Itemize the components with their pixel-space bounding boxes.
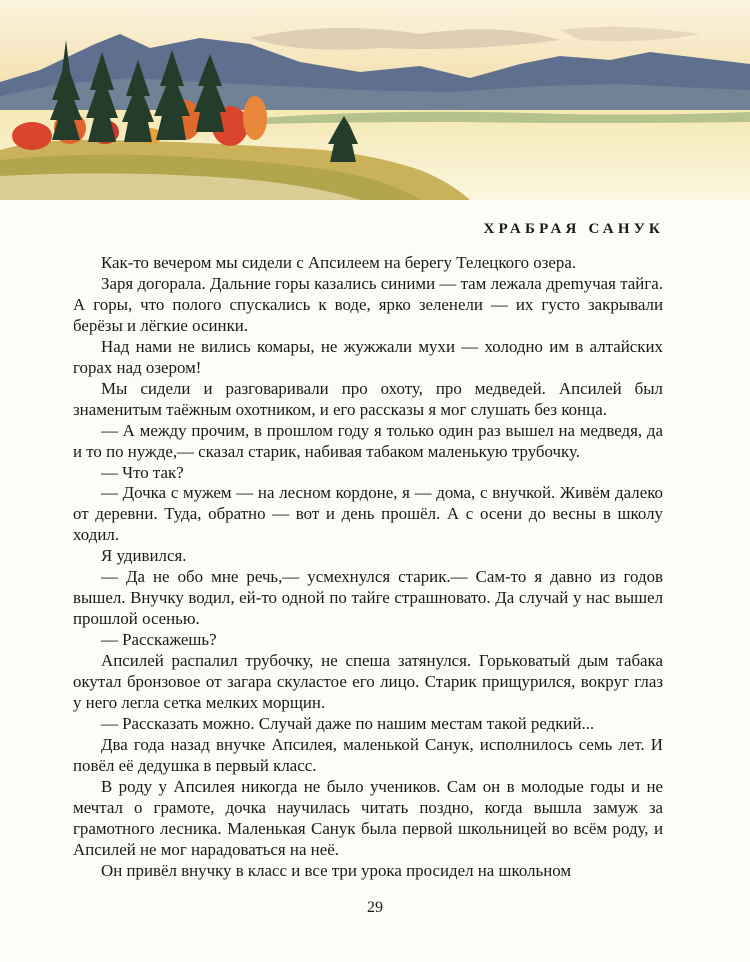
page-number: 29: [367, 899, 383, 916]
paragraph: Я удивился.: [101, 546, 187, 566]
chapter-title: ХРАБРАЯ САНУК: [483, 221, 664, 237]
paragraph: Он привёл внучку в класс и все три урока просидел на школьном: [101, 860, 572, 880]
lake-landscape-illustration: [0, 0, 750, 200]
paragraph: — Что так?: [101, 462, 184, 482]
paragraph: Мы сидели и разговаривали про охоту, про медведей. Апсилей был знаменитым таёжным охотником, и его рассказы я мог слушать без конца.: [73, 378, 663, 419]
paragraph: Апсилей распалил трубочку, не спеша затянулся. Горьковатый дым табака окутал бронзовое от загара скуластое его лицо. Старик прищурился, вокруг глаз у него легла сетка мелких морщин.: [73, 651, 663, 713]
paragraph: — Расскажешь?: [101, 630, 217, 650]
paragraph: — А между прочим, в прошлом году я только один раз вышел на медведя, да и то по нужде,— сказал старик, набивая табаком маленькую трубочку.: [73, 420, 663, 461]
paragraph: Два года назад внучке Апсилея, маленькой Санук, исполнилось семь лет. И повёл её дедушка в первый класс.: [73, 734, 663, 775]
paragraph: Как-то вечером мы сидели с Апсилеем на берегу Телецкого озера.: [101, 253, 577, 272]
paragraph: — Дочка с мужем — на лесном кордоне, я — дома, с внучкой. Живём далеко от деревни. Туда, обратно — вот и день прошёл. А с осени до весны в школу ходил.: [73, 483, 663, 545]
paragraph: — Рассказать можно. Случай даже по нашим местам такой редкий...: [101, 713, 595, 733]
story-text: [73, 253, 663, 882]
paragraph: — Да не обо мне речь,— усмехнулся старик.— Сам-то я давно из годов вышел. Внучку водил, ей-то одной по тайге страшновато. Да случай у нас вышел прошлой осенью.: [73, 567, 663, 629]
paragraph: Заря догорала. Дальние горы казались синими — там лежала дреmучая тайга. А горы, что полого спускались к воде, ярко зеленели — их густо закрывали берёзы и лёгкие осинки.: [73, 273, 663, 335]
paragraph: Над нами не вились комары, не жужжали мухи — холодно им в алтайских горах над озером!: [73, 336, 663, 377]
paragraph: В роду у Апсилея никогда не было учеников. Сам он в молодые годы и не мечтал о грамоте, дочка научилась читать поздно, когда вышла замуж за грамотного лесника. Маленькая Санук была первой школьницей во всём роду, и Апсилей не мог нарадоваться на неё.: [73, 776, 663, 859]
